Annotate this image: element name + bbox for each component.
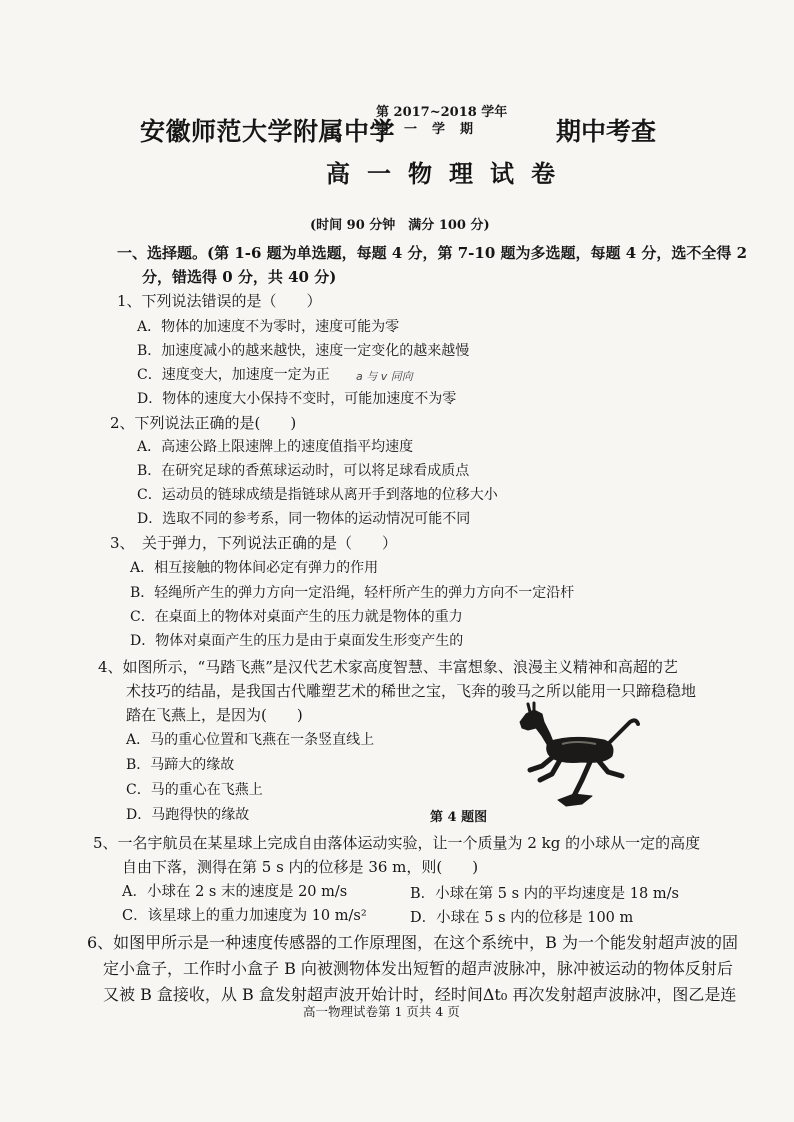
exam-type: 期中考查 [556, 117, 657, 146]
question-5-line2: 自由下落，测得在第 5 s 内的位移是 36 m，则( ) [122, 858, 479, 876]
question-1-option-b: B．加速度减小的越来越快，速度一定变化的越来越慢 [137, 343, 470, 359]
question-3-option-b: B．轻绳所产生的弹力方向一定沿绳，轻杆所产生的弹力方向不一定沿杆 [130, 585, 575, 601]
page-footer: 高一物理试卷第 1 页共 4 页 [303, 1004, 460, 1019]
question-5-option-b: B．小球在第 5 s 内的平均速度是 18 m/s [410, 886, 679, 902]
question-3-option-c: C．在桌面上的物体对桌面产生的压力就是物体的重力 [130, 609, 463, 625]
question-6-line2: 定小盒子，工作时小盒子 B 向被测物体发出短暂的超声波脉冲，脉冲被运动的物体反射后 [103, 959, 733, 978]
question-5-option-d: D．小球在 5 s 内的位移是 100 m [410, 910, 634, 926]
question-2-option-a: A．高速公路上限速牌上的速度值指平均速度 [137, 439, 414, 455]
school-name: 安徽师范大学附属中学 [140, 117, 396, 146]
section-instructions-line1: 一、选择题。(第 1-6 题为单选题，每题 4 分，第 7-10 题为多选题，每题 4 分，选不全得 2 [117, 244, 748, 262]
question-2-option-c: C．运动员的链球成绩是指链球从离开手到落地的位移大小 [137, 487, 498, 503]
question-1-option-d: D．物体的速度大小保持不变时，可能加速度不为零 [137, 391, 457, 407]
school-year-line2: 第一学期 [376, 122, 489, 137]
question-1-option-c: C．速度变大，加速度一定为正 [137, 367, 330, 383]
galloping-horse-figure [512, 700, 642, 810]
question-4-line2: 术技巧的结晶，是我国古代雕塑艺术的稀世之宝，飞奔的骏马之所以能用一只蹄稳稳地 [126, 682, 697, 700]
figure-4-caption: 第 4 题图 [430, 810, 488, 825]
school-year [376, 104, 507, 138]
question-4-option-b: B．马蹄大的缘故 [126, 757, 235, 773]
question-1-handwritten-note: a 与 v 同向 [356, 370, 413, 383]
question-3-option-a: A．相互接触的物体间必定有弹力的作用 [130, 560, 379, 576]
question-6-line1: 6、如图甲所示是一种速度传感器的工作原理图，在这个系统中，B 为一个能发射超声波的固 [87, 933, 739, 952]
question-4-option-a: A．马的重心位置和飞燕在一条竖直线上 [126, 732, 375, 748]
section-instructions-line2: 分，错选得 0 分，共 40 分) [142, 268, 337, 286]
question-5-option-a: A．小球在 2 s 末的速度是 20 m/s [122, 884, 348, 900]
question-5-line1: 5、一名宇航员在某星球上完成自由落体运动实验，让一个质量为 2 kg 的小球从一定的高度 [93, 834, 701, 852]
question-6-line3: 又被 B 盒接收，从 B 盒发射超声波开始计时，经时间Δt₀ 再次发射超声波脉冲，图乙是连 [103, 985, 737, 1004]
question-4-line1: 4、如图所示，“马踏飞燕”是汉代艺术家高度智慧、丰富想象、浪漫主义精神和高超的艺 [98, 658, 678, 676]
time-info: (时间 90 分钟 满分 100 分) [310, 218, 490, 233]
question-2-option-d: D．选取不同的参考系，同一物体的运动情况可能不同 [137, 511, 471, 527]
question-2-stem: 2、下列说法正确的是( ) [110, 414, 297, 432]
question-5-option-c: C．该星球上的重力加速度为 10 m/s² [122, 908, 367, 924]
question-1-option-a: A．物体的加速度不为零时，速度可能为零 [137, 319, 400, 335]
question-2-option-b: B．在研究足球的香蕉球运动时，可以将足球看成质点 [137, 463, 470, 479]
question-4-option-c: C．马的重心在飞燕上 [126, 782, 263, 798]
question-3-option-d: D．物体对桌面产生的压力是由于桌面发生形变产生的 [130, 633, 464, 649]
page-title: 高一物理试卷 [326, 159, 572, 188]
question-1-stem: 1、下列说法错误的是（ ） [117, 292, 322, 310]
question-4-option-d: D．马跑得快的缘故 [126, 807, 250, 823]
school-year-line1: 第 2017~2018 学年 [376, 105, 508, 120]
question-3-stem: 3、 关于弹力，下列说法正确的是（ ） [110, 534, 398, 552]
question-4-line3: 踏在飞燕上，是因为( ) [126, 706, 303, 724]
